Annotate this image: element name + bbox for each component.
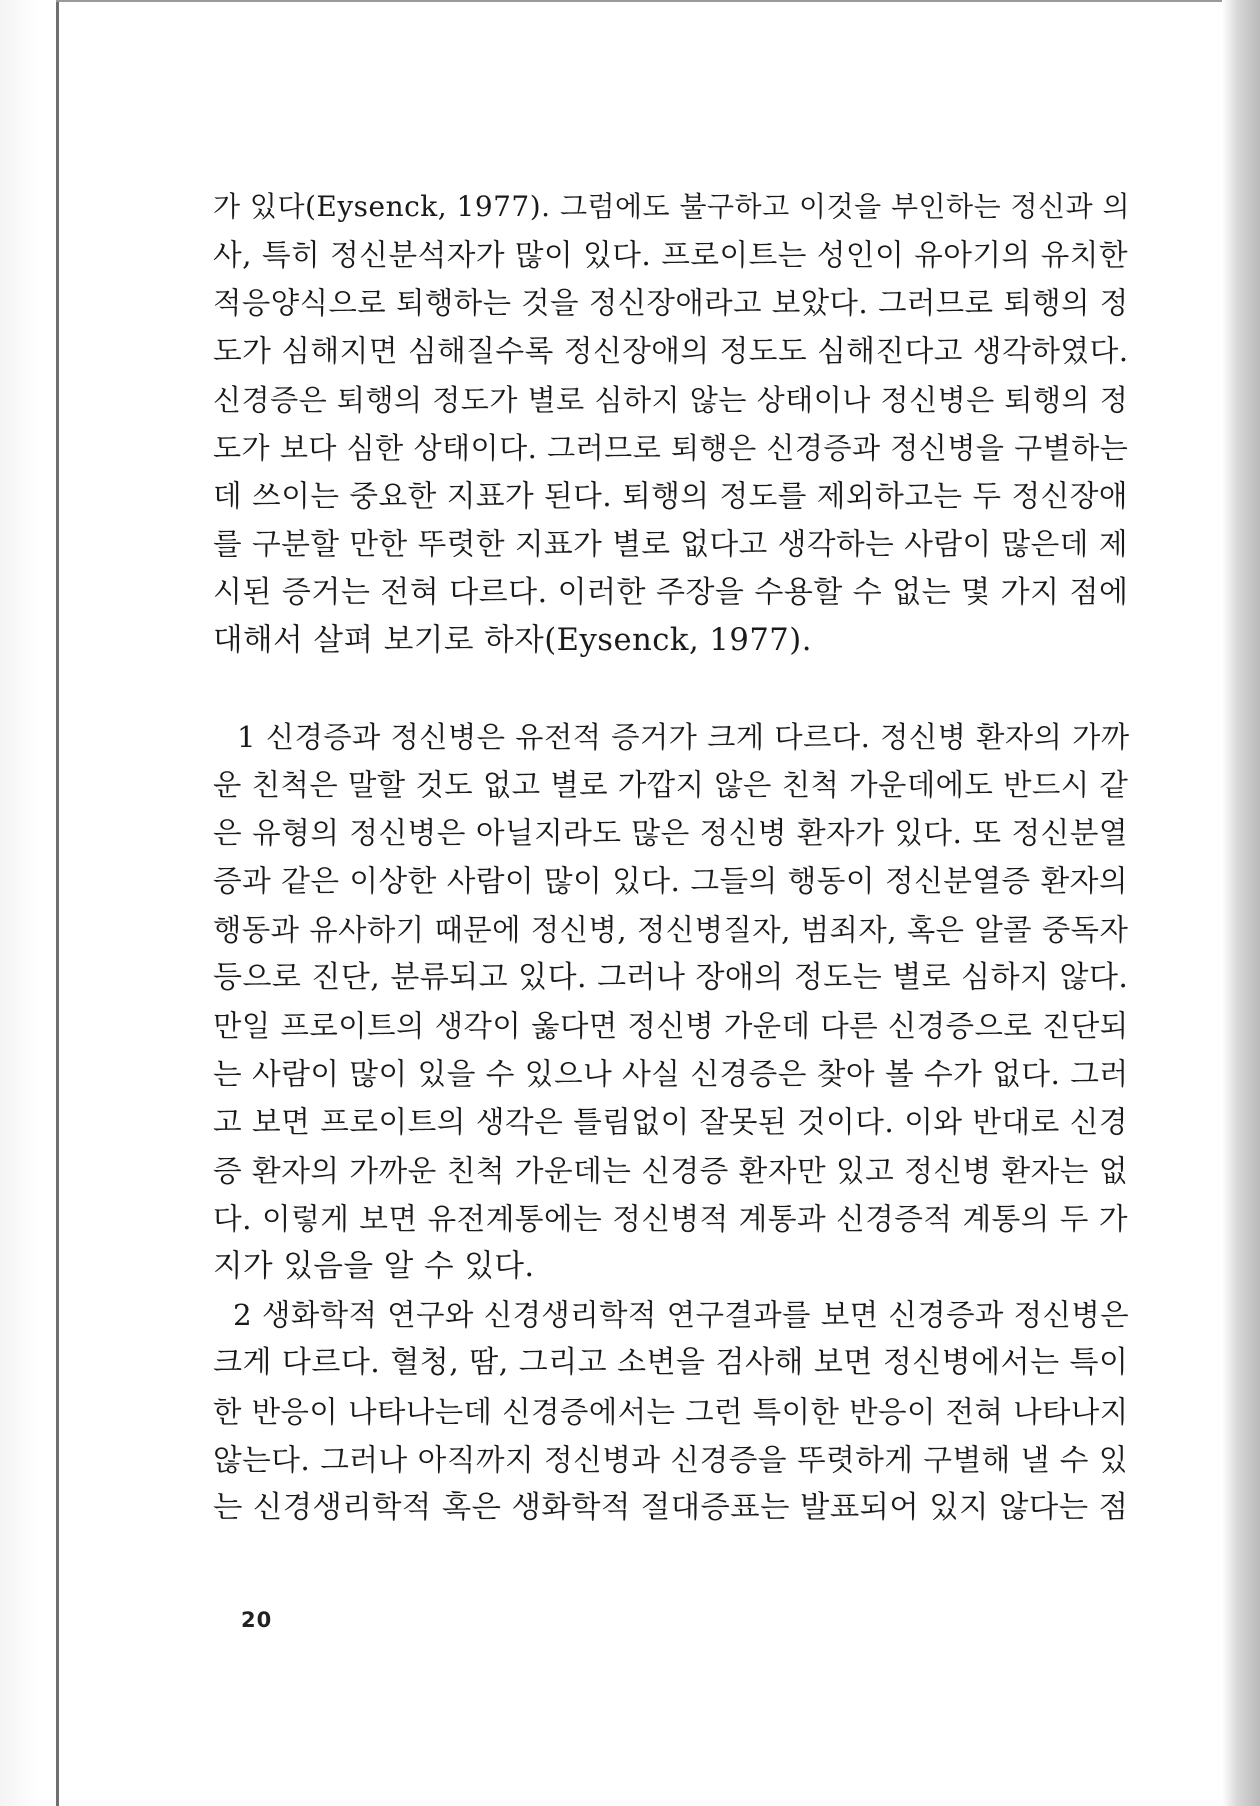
text-line: 는 사람이 많이 있을 수 있으나 사실 신경증은 찾아 볼 수가 없다. 그러 bbox=[213, 1056, 1129, 1092]
paragraph-1 bbox=[213, 183, 1131, 665]
text-line: 적응양식으로 퇴행하는 것을 정신장애라고 보았다. 그러므로 퇴행의 정 bbox=[213, 286, 1129, 321]
text-line: 신경증은 퇴행의 정도가 별로 심하지 않는 상태이나 정신병은 퇴행의 정 bbox=[213, 382, 1129, 417]
page-binding-shadow bbox=[0, 0, 56, 1806]
paragraph-spacer bbox=[213, 665, 1128, 713]
text-line: 데 쓰이는 중요한 지표가 된다. 퇴행의 정도를 제외하고는 두 정신장애 bbox=[213, 478, 1128, 514]
text-line: 지가 있음을 알 수 있다. bbox=[213, 1248, 535, 1284]
page-top-border bbox=[56, 0, 1256, 2]
text-line: 고 보면 프로이트의 생각은 틀림없이 잘못된 것이다. 이와 반대로 신경 bbox=[213, 1104, 1128, 1140]
text-line: 않는다. 그러나 아직까지 정신병과 신경증을 뚜렷하게 구별해 낼 수 있 bbox=[213, 1441, 1128, 1477]
text-line: 다. 이렇게 보면 유전계통에는 정신병적 계통과 신경증적 계통의 두 가 bbox=[213, 1200, 1128, 1236]
page-number: 20 bbox=[241, 1608, 273, 1632]
text-line: 시된 증거는 전혀 다르다. 이러한 주장을 수용할 수 없는 몇 가지 점에 bbox=[213, 574, 1129, 610]
text-line: 운 친척은 말할 것도 없고 별로 가깝지 않은 친척 가운데에도 반드시 같 bbox=[213, 768, 1129, 803]
text-line: 크게 다르다. 혈청, 땀, 그리고 소변을 검사해 보면 정신병에서는 특이 bbox=[213, 1345, 1129, 1381]
text-line: 대해서 살펴 보기로 하자(Eysenck, 1977). bbox=[213, 622, 812, 658]
text-line: 만일 프로이트의 생각이 옳다면 정신병 가운데 다른 신경증으로 진단되 bbox=[213, 1009, 1129, 1043]
text-line: 사, 특히 정신분석자가 많이 있다. 프로이트는 성인이 유아기의 유치한 bbox=[213, 237, 1128, 273]
text-line: 증과 같은 이상한 사람이 많이 있다. 그들의 행동이 정신분열증 환자의 bbox=[213, 863, 1128, 899]
text-line: 는 신경생리학적 혹은 생화학적 절대증표는 발표되어 있지 않다는 점 bbox=[213, 1489, 1129, 1525]
text-line: 도가 심해지면 심해질수록 정신장애의 정도도 심해진다고 생각하였다. bbox=[213, 333, 1129, 369]
page-left-border bbox=[56, 0, 59, 1806]
text-line: 행동과 유사하기 때문에 정신병, 정신병질자, 범죄자, 혹은 알콜 중독자 bbox=[213, 912, 1129, 947]
body-text bbox=[213, 183, 1131, 1532]
text-line: 1 신경증과 정신병은 유전적 증거가 크게 다르다. 정신병 환자의 가까 bbox=[237, 719, 1130, 754]
text-line: 가 있다(Eysenck, 1977). 그럼에도 불구하고 이것을 부인하는 정신과 의 bbox=[213, 190, 1131, 223]
text-line: 2 생화학적 연구와 신경생리학적 연구결과를 보면 신경증과 정신병은 bbox=[233, 1298, 1130, 1333]
text-line: 도가 보다 심한 상태이다. 그러므로 퇴행은 신경증과 정신병을 구별하는 bbox=[213, 430, 1129, 465]
paragraph-3 bbox=[213, 1291, 1128, 1532]
text-line: 등으로 진단, 분류되고 있다. 그러나 장애의 정도는 별로 심하지 않다. bbox=[213, 959, 1129, 995]
text-line: 한 반응이 나타나는데 신경증에서는 그런 특이한 반응이 전혀 나타나지 bbox=[213, 1394, 1129, 1429]
page-right-shadow bbox=[1222, 0, 1260, 1806]
text-line: 은 유형의 정신병은 아닐지라도 많은 정신병 환자가 있다. 또 정신분열 bbox=[213, 815, 1128, 851]
text-line: 증 환자의 가까운 친척 가운데는 신경증 환자만 있고 정신병 환자는 없 bbox=[213, 1152, 1128, 1188]
paragraph-2 bbox=[213, 713, 1128, 1291]
text-line: 를 구분할 만한 뚜렷한 지표가 별로 없다고 생각하는 사람이 많은데 제 bbox=[213, 526, 1128, 562]
